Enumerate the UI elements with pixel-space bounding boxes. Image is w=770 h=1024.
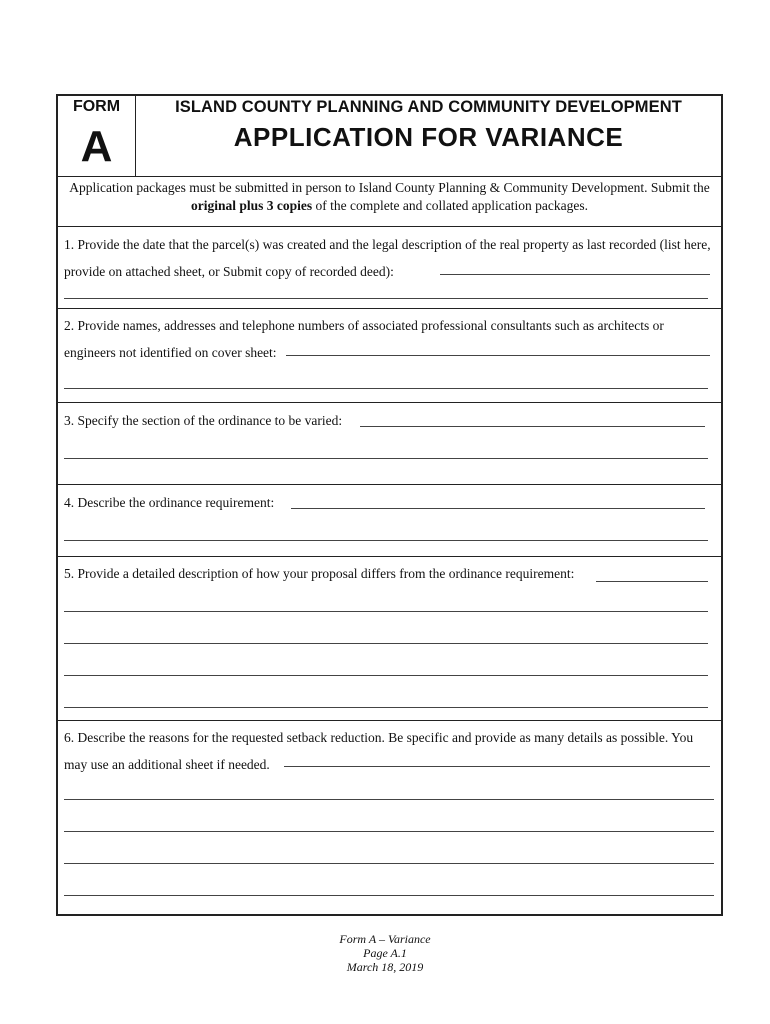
form-label-cell [58, 96, 136, 177]
question-4-answer-line[interactable] [64, 540, 708, 541]
question-5-answer-line[interactable] [596, 581, 708, 582]
question-5-text: 5. Provide a detailed description of how your proposal differs from the ordinance requirement: [64, 566, 575, 581]
question-1-text: 1. Provide the date that the parcel(s) was created and the legal description of the real property as last recorded (list here, provide on attached sheet, or Submit copy of recorded deed): [64, 237, 711, 279]
divider [58, 402, 721, 403]
question-2-answer-line[interactable] [64, 388, 708, 389]
divider [58, 720, 721, 721]
question-3-answer-line[interactable] [360, 426, 705, 427]
footer-form-name: Form A – Variance [339, 932, 431, 946]
intro-text-end: of the complete and collated application packages. [312, 198, 589, 213]
question-6-answer-line[interactable] [64, 799, 714, 800]
question-5-answer-line[interactable] [64, 611, 708, 612]
question-6-answer-line[interactable] [64, 863, 714, 864]
intro-text [66, 179, 713, 215]
question-4-answer-line[interactable] [291, 508, 705, 509]
divider [58, 556, 721, 557]
question-6-text: 6. Describe the reasons for the requested setback reduction. Be specific and provide as many details as possible. You may use an additional sheet if needed. [64, 730, 694, 772]
footer-page-number: Page A.1 [363, 946, 407, 960]
question-3-text: 3. Specify the section of the ordinance to be varied: [64, 413, 343, 428]
form-letter: A [80, 122, 113, 171]
page-title: APPLICATION FOR VARIANCE [233, 122, 624, 152]
footer-date: March 18, 2019 [346, 960, 424, 974]
divider [58, 176, 721, 177]
intro-text-start: Application packages must be submitted in person to Island County Planning & Community Development. Submit the [69, 180, 710, 195]
question-1-answer-line[interactable] [440, 274, 710, 275]
question-5-answer-line[interactable] [64, 643, 708, 644]
question-3-answer-line[interactable] [64, 458, 708, 459]
form-word: FORM [72, 98, 121, 115]
agency-name: ISLAND COUNTY PLANNING AND COMMUNITY DEVELOPMENT [175, 98, 682, 116]
question-5-answer-line[interactable] [64, 707, 708, 708]
question-6-answer-line[interactable] [64, 895, 714, 896]
divider [58, 484, 721, 485]
question-2-text: 2. Provide names, addresses and telephone numbers of associated professional consultants such as architects or engineers not identified on cover sheet: [64, 318, 664, 360]
question-1-answer-line[interactable] [64, 298, 708, 299]
question-6-answer-line[interactable] [284, 766, 710, 767]
intro-text-bold: original plus 3 copies [190, 198, 313, 213]
question-6-answer-line[interactable] [64, 831, 714, 832]
divider [58, 308, 721, 309]
application-form [56, 94, 723, 916]
question-2-answer-line[interactable] [286, 355, 710, 356]
question-4-text: 4. Describe the ordinance requirement: [64, 495, 275, 510]
page-footer [0, 932, 770, 974]
divider [58, 226, 721, 227]
question-5-answer-line[interactable] [64, 675, 708, 676]
